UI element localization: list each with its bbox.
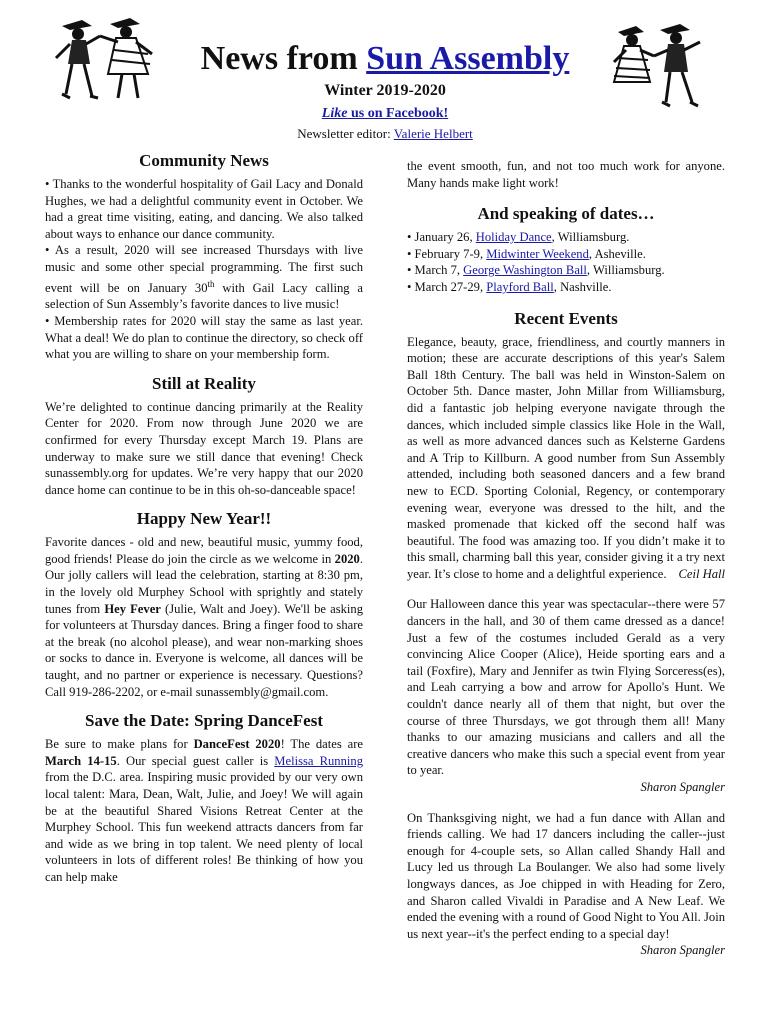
- reality-heading: Still at Reality: [152, 373, 256, 393]
- author-signature: Sharon Spangler: [640, 943, 725, 958]
- author-signature: Sharon Spangler: [640, 780, 725, 794]
- dancefest-continuation: the event smooth, fun, and not too much work for anyone. Many hands make light work!: [407, 159, 725, 190]
- list-item: • March 27-29, Playford Ball, Nashville.: [407, 279, 612, 294]
- halloween-paragraph: Our Halloween dance this year was spectacular--there were 57 dancers in the hall, and 30 of them came dressed as a dance! Just a few of the costumes included Gerald as a very convincing Alice Cooper (Alice), Heide sporting ears and a tail (Foxfire), Mary and Jennifer as twin Flying Sorceress(es), and Leah carrying a bow and arrow for Apollo's Hunt. We couldn't dance nearly all of them that night, but over the course of three Thursdays, we got through them all! Many thanks to our amazing musicians and callers and all the creative dancers who make this such a special event from year to year.: [407, 597, 725, 778]
- community-paragraph: • Thanks to the wonderful hospitality of Gail Lacy and Donald Hughes, we had a delightful community event in October. We had a great time visiting, eating, and dancing. We also talked about ways to enhance our dance community.: [45, 177, 363, 241]
- right-column: [407, 150, 725, 959]
- page-title: News from Sun Assembly: [200, 40, 570, 77]
- midwinter-weekend-link[interactable]: Midwinter Weekend: [486, 246, 589, 261]
- new-year-heading: Happy New Year!!: [136, 509, 272, 529]
- masthead: [0, 0, 770, 150]
- dancefest-paragraph: Be sure to make plans for DanceFest 2020! The dates are March 14-15. Our special guest caller is Melissa Running from the D.C. area. Inspiring music provided by our very own local talent: Mara, Dean, Walt, Julie, and Joey! We will again be at the beautiful Shared Visions Retreat Center at the Murphey School. This fun weekend attracts dancers from far and wide as we bring in top talent. We need plenty of local volunteers in lots of different roles! Be thinking of how you can help make: [45, 737, 363, 884]
- community-paragraph: • As a result, 2020 will see increased Thursdays with live music and some other special programming. The first such event will be on January 30th with Gail Lacy calling a selection of Sun Assembly’s favorite dances to live music!: [45, 243, 363, 312]
- recent-events-heading: Recent Events: [514, 308, 618, 328]
- playford-ball-link[interactable]: Playford Ball: [486, 279, 554, 294]
- salem-ball-paragraph: Elegance, beauty, grace, friendliness, and courtly manners in motion; these are accurate descriptions of this year's Salem Ball 18th Century. The ball was held in Winston-Salem on October 5th. Dance master, John Millar from Williamsburg, did a fantastic job helping everyone navigate through the dances, which included simple classics like Hole in the Wall, as well as more advanced dances such as Kelsterne Gardens and A Trip to Killburn. A good number from Sun Assembly attended, including both seasoned dancers and a few brand new to ECD. Sporting Colonial, Regency, or contemporary evening wear, everyone was dressed to the hilt, and the masked promenade that kicked off the second half was beautiful. The food was amazing too. If you didn’t make it to this small, charming ball this year, consider giving it a try next year. It’s close to home and a delightful experience. Ceil Hall: [407, 334, 725, 581]
- editor-link[interactable]: Valerie Helbert: [393, 126, 473, 141]
- dancing-couple-icon: [610, 22, 710, 112]
- dancefest-heading: Save the Date: Spring DanceFest: [85, 711, 323, 731]
- sun-assembly-link[interactable]: Sun Assembly: [366, 40, 570, 77]
- facebook-link[interactable]: Like us on Facebook!: [321, 106, 449, 121]
- issue-date: Winter 2019-2020: [324, 82, 446, 99]
- community-paragraph: • Membership rates for 2020 will stay the same as last year. What a deal! We do plan to continue the directory, so check off what you are willing to share on your membership form.: [45, 313, 363, 362]
- list-item: • March 7, George Washington Ball, Williamsburg.: [407, 263, 665, 278]
- dates-heading: And speaking of dates…: [477, 204, 655, 224]
- newsletter-editor: Newsletter editor: Valerie Helbert: [297, 126, 473, 141]
- melissa-running-link[interactable]: Melissa Running: [274, 753, 363, 768]
- author-signature: Ceil Hall: [678, 566, 725, 581]
- dates-list: [407, 229, 725, 295]
- reality-paragraph: We’re delighted to continue dancing primarily at the Reality Center for 2020. From now through June 2020 we are confirmed for every Thursday except March 19. Plans are underway to make sure we still dance that evening! Check sunassembly.org for updates. We’re very happy that our 2020 dance home can continue to be in this oh-so-danceable space!: [45, 399, 363, 497]
- list-item: • February 7-9, Midwinter Weekend, Asheville.: [407, 246, 646, 261]
- new-year-paragraph: Favorite dances - old and new, beautiful music, yummy food, good friends! Please do join the circle as we welcome in 2020. Our jolly callers will lead the celebration, starting at 8:30 pm, in the lovely old Murphey School with sprightly and stately tunes from Hey Fever (Julie, Walt and Joey). We'll be asking for volunteers at Thursday dances. Bring a finger food to share at the break (no alcohol please), and wear non-marking shoes or socks to dance in. Everyone is welcome, all dances will be taught, and no partner or experience is necessary. Questions? Call 919-286-2202, or e-mail sunassembly@gmail.com.: [45, 535, 363, 699]
- holiday-dance-link[interactable]: Holiday Dance: [475, 230, 552, 245]
- thanksgiving-paragraph: On Thanksgiving night, we had a fun dance with Allan and friends calling. We had 17 dancers including the caller--just enough for 4-couple sets, so Allan called Shandy Hall and Lucy led us through La Boulanger. We also had some lively longways dances, as Joe chipped in with Heading for Zero, and Sharon called Vivaldi in Paradise and A New Leaf. We ended the evening with a round of Good Night to You All. Join us next year--it's the perfect ending to a special day! Sharon Spangler: [407, 810, 725, 958]
- community-news-heading: Community News: [139, 151, 269, 170]
- left-column: [45, 150, 363, 886]
- george-washington-ball-link[interactable]: George Washington Ball: [463, 263, 587, 278]
- list-item: • January 26, Holiday Dance, Williamsburg.: [407, 230, 630, 245]
